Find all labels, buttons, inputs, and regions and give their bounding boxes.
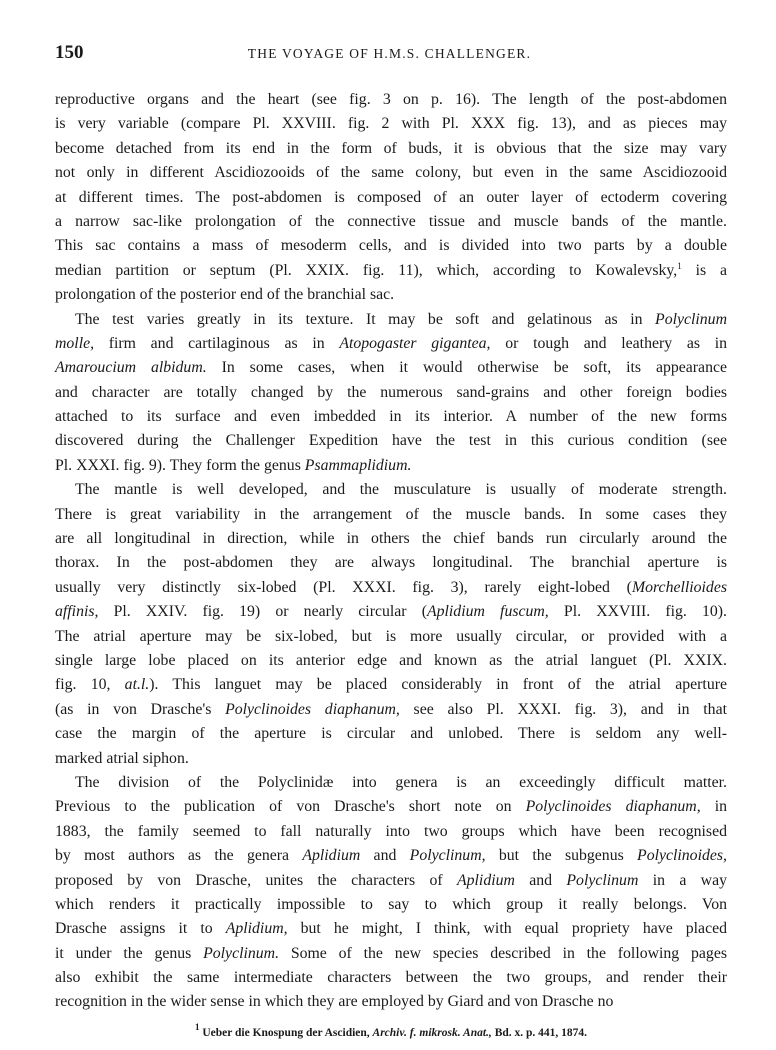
footnote xyxy=(55,1022,727,1039)
text-line xyxy=(55,454,727,478)
text-run: reproductive organs and the heart (see fig. 3 on p. 16). The length of the post-abdomen xyxy=(55,91,727,108)
text-line xyxy=(55,698,727,722)
text-run: and character are totally changed by the numerous sand-grains and other foreign bodies xyxy=(55,383,727,401)
text-line xyxy=(55,576,727,600)
text-run: is a xyxy=(681,261,728,279)
body-text xyxy=(55,88,727,1015)
text-run: This sac contains a mass of mesoderm cells, and is divided into two parts by a double xyxy=(55,237,727,255)
text-line xyxy=(55,942,727,966)
paragraph xyxy=(55,478,727,771)
text-run: by most authors as the genera xyxy=(55,847,303,865)
text-run: marked atrial siphon. xyxy=(55,749,189,767)
text-line xyxy=(55,966,727,990)
text-line xyxy=(55,478,727,502)
text-line xyxy=(55,820,727,844)
text-line xyxy=(55,405,727,429)
text-run: The division of the Polyclinidæ into genera is an exceedingly difficult matter. xyxy=(75,773,727,791)
text-run: median partition or septum (Pl. XXIX. fig. 11), which, according to Kowalevsky, xyxy=(55,261,678,279)
text-line xyxy=(55,503,727,527)
text-run: also exhibit the same intermediate characters between the two groups, and render their xyxy=(55,969,727,987)
text-line xyxy=(55,137,727,161)
text-run: Bd. x. p. 441, 1874. xyxy=(491,1027,588,1039)
text-run: or tough and leathery as in xyxy=(490,334,727,352)
text-run: in xyxy=(700,798,727,816)
text-run: thorax. In the post-abdomen they are always longitudinal. The branchial aperture is xyxy=(55,554,727,572)
text-line xyxy=(55,771,727,795)
text-run: attached to its surface and even imbedded in its interior. A number of the new forms xyxy=(55,408,727,426)
text-run: The atrial aperture may be six-lobed, but is more usually circular, or provided with a xyxy=(55,627,727,645)
text-run: prolongation of the posterior end of the branchial sac. xyxy=(55,286,395,304)
text-run: discovered during the Challenger Expedition have the test in this curious condition (see xyxy=(55,432,727,450)
text-run: become detached from its end in the form of buds, it is obvious that the size may vary xyxy=(55,139,727,157)
italic-text: Archiv. f. mikrosk. Anat., xyxy=(372,1027,492,1039)
text-line xyxy=(55,869,727,893)
page-header xyxy=(55,42,724,66)
text-line xyxy=(55,88,727,112)
text-run: The test varies greatly in its texture. It may be soft and gelatinous as in xyxy=(75,310,656,328)
italic-text: Atopogaster gigantea, xyxy=(339,334,491,352)
italic-text: affinis, xyxy=(55,603,99,621)
text-line xyxy=(55,210,727,234)
italic-text: Polyclinum xyxy=(566,871,639,889)
text-run: proposed by von Drasche, unites the characters of xyxy=(55,871,457,889)
text-run: The mantle is well developed, and the musculature is usually of moderate strength. xyxy=(75,481,727,499)
page-number: 150 xyxy=(55,42,84,63)
text-line xyxy=(55,429,727,453)
text-run: at different times. The post-abdomen is composed of an outer layer of ectoderm covering xyxy=(55,188,727,206)
text-line xyxy=(55,259,727,283)
italic-text: at.l. xyxy=(124,676,150,694)
text-run: and xyxy=(514,871,567,889)
italic-text: Aplidium, xyxy=(225,920,288,938)
text-line xyxy=(55,161,727,185)
text-run: Ueber die Knospung der Ascidien, xyxy=(199,1027,373,1039)
paragraph xyxy=(55,88,727,308)
footnote-marker: 1 xyxy=(677,260,682,271)
text-line xyxy=(55,625,727,649)
text-run: are all longitudinal in direction, while in others the chief bands run circularly around the xyxy=(55,530,727,548)
text-line xyxy=(55,844,727,868)
text-line xyxy=(55,381,727,405)
text-run: usually very distinctly six-lobed (Pl. XXXI. fig. 3), rarely eight-lobed ( xyxy=(55,578,632,596)
text-run: which renders it practically impossible to say to which group it really belongs. Von xyxy=(55,895,727,913)
text-line xyxy=(55,234,727,258)
text-line xyxy=(55,893,727,917)
italic-text: Polyclinoides diaphanum, xyxy=(225,700,400,718)
text-line xyxy=(55,551,727,575)
text-line xyxy=(55,673,727,697)
text-line xyxy=(55,795,727,819)
text-run: single large lobe placed on its anterior edge and known as the atrial languet (Pl. XXIX. xyxy=(55,651,727,669)
text-run: but he might, I think, with equal propriety have placed xyxy=(287,920,727,938)
italic-text: Polyclinoides diaphanum, xyxy=(525,798,701,816)
text-run: ). This languet may be placed considerably in front of the atrial aperture xyxy=(149,676,727,694)
text-run: Pl. XXXI. fig. 9). They form the genus xyxy=(55,456,305,474)
italic-text: Amaroucium albidum. xyxy=(55,359,207,377)
text-run: is very variable (compare Pl. XXVIII. fig. 2 with Pl. XXX fig. 13), and as pieces may xyxy=(55,115,727,133)
text-run: 1883, the family seemed to fall naturally into two groups which have been recognised xyxy=(55,822,727,840)
footnote-marker: 1 xyxy=(194,1022,200,1032)
text-line xyxy=(55,917,727,941)
italic-text: Polyclinum. xyxy=(203,944,280,962)
text-line xyxy=(55,990,727,1014)
italic-text: Polyclinum xyxy=(655,310,727,328)
text-run: Drasche assigns it to xyxy=(55,920,226,938)
text-line xyxy=(55,649,727,673)
text-line xyxy=(55,186,727,210)
text-line xyxy=(55,527,727,551)
text-run: a narrow sac-like prolongation of the connective tissue and muscle bands of the mantle. xyxy=(55,212,727,230)
text-line xyxy=(55,332,727,356)
paragraph xyxy=(55,771,727,1015)
italic-text: Polyclinoides, xyxy=(637,847,727,865)
text-run: it under the genus xyxy=(55,944,204,962)
text-run: in a way xyxy=(638,871,727,889)
text-line xyxy=(55,722,727,746)
text-run: fig. 10, xyxy=(55,676,125,694)
text-run: There is great variability in the arrangement of the muscle bands. In some cases they xyxy=(55,505,727,523)
text-run: Pl. XXVIII. fig. 10). xyxy=(548,603,728,621)
text-run: firm and cartilaginous as in xyxy=(94,334,340,352)
paragraph xyxy=(55,308,727,479)
text-line xyxy=(55,356,727,380)
italic-text: Aplidium xyxy=(302,847,361,865)
text-run: but the subgenus xyxy=(485,847,638,865)
text-run: (as in von Drasche's xyxy=(55,700,226,718)
text-run: see also Pl. XXXI. fig. 3), and in that xyxy=(399,700,727,718)
text-run: recognition in the wider sense in which they are employed by Giard and von Drasche no xyxy=(55,993,614,1011)
running-title: THE VOYAGE OF H.M.S. CHALLENGER. xyxy=(247,46,532,61)
italic-text: Polyclinum, xyxy=(409,847,486,865)
italic-text: Psammaplidium. xyxy=(304,456,412,474)
text-run: In some cases, when it would otherwise be soft, its appearance xyxy=(206,359,727,377)
italic-text: Aplidium fuscum, xyxy=(426,603,549,621)
text-run: case the margin of the aperture is circular and unlobed. There is seldom any well- xyxy=(55,725,727,743)
text-line xyxy=(55,308,727,332)
text-run: and xyxy=(360,847,410,865)
text-run: Previous to the publication of von Drasche's short note on xyxy=(55,798,526,816)
italic-text: molle, xyxy=(55,334,95,352)
italic-text: Morchellioides xyxy=(631,578,727,596)
italic-text: Aplidium xyxy=(457,871,515,889)
text-line xyxy=(55,112,727,136)
text-line xyxy=(55,283,727,307)
text-run: Pl. XXIV. fig. 19) or nearly circular ( xyxy=(98,603,427,621)
text-run: Some of the new species described in the following pages xyxy=(279,944,727,962)
text-line xyxy=(55,600,727,624)
text-line xyxy=(55,747,727,771)
text-run: not only in different Ascidiozooids of the same colony, but even in the same Ascidiozooid xyxy=(55,164,727,182)
